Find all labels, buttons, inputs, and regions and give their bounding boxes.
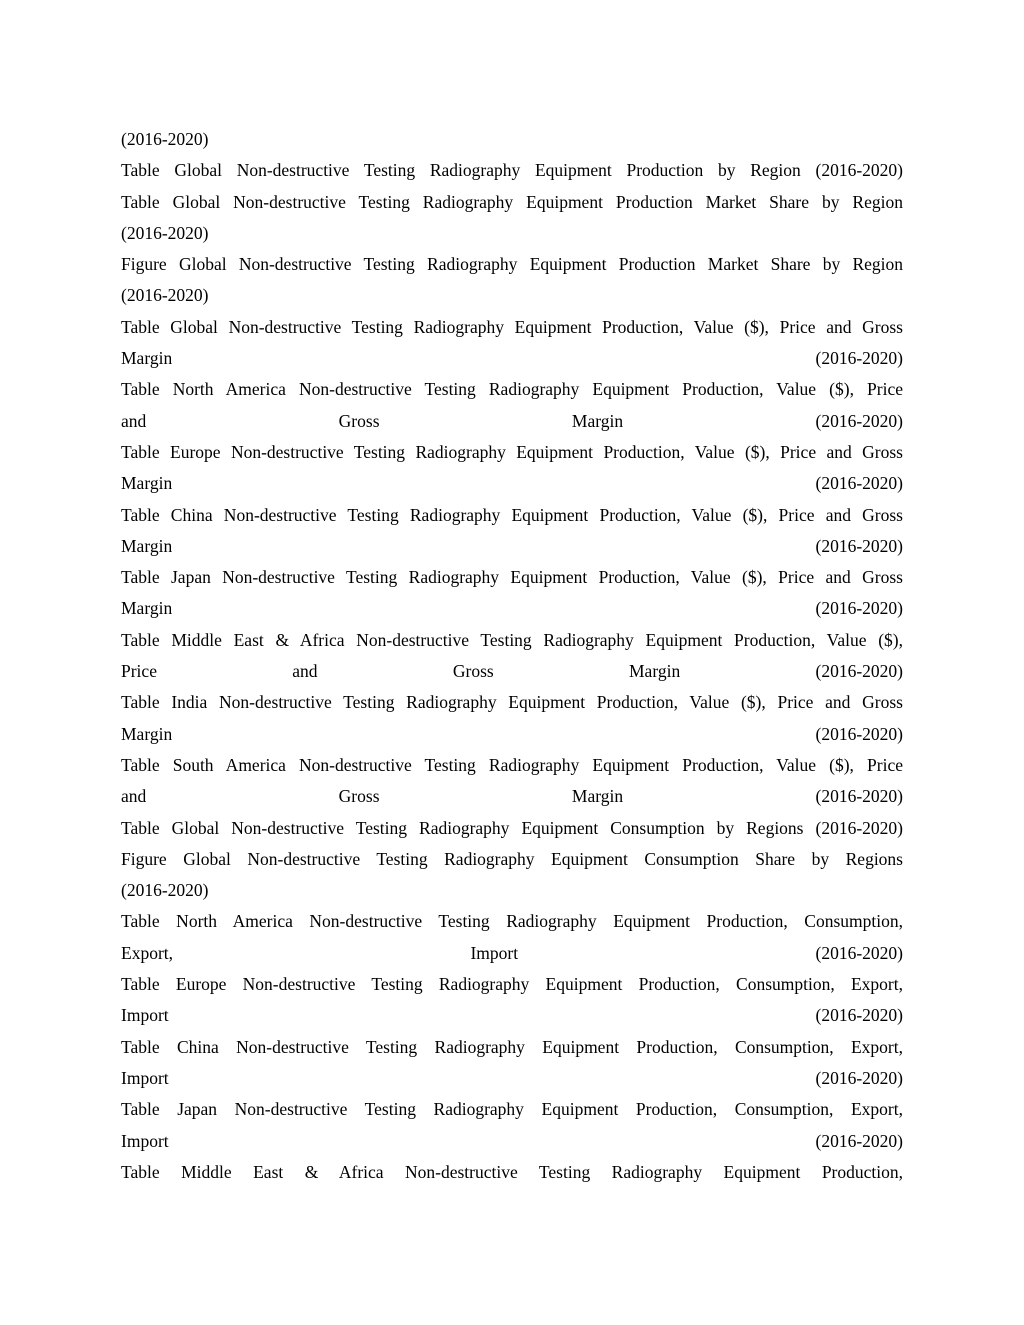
document-line: Table Europe Non-destructive Testing Radiography Equipment Production, Consumption, Export, — [121, 974, 903, 995]
document-line: (2016-2020) — [121, 285, 209, 306]
document-line: Table India Non-destructive Testing Radiography Equipment Production, Value ($), Price and Gross — [121, 692, 903, 713]
document-line: Import (2016-2020) — [121, 1130, 903, 1151]
document-line: Export, Import (2016-2020) — [121, 942, 903, 963]
document-line: Table Middle East & Africa Non-destructive Testing Radiography Equipment Production, — [121, 1161, 903, 1182]
document-line: Table Global Non-destructive Testing Radiography Equipment Production Market Share by Region — [121, 191, 903, 212]
document-line: Table China Non-destructive Testing Radiography Equipment Production, Consumption, Export, — [121, 1036, 903, 1057]
document-line: Margin (2016-2020) — [121, 723, 903, 744]
document-line: Price and Gross Margin (2016-2020) — [121, 661, 903, 682]
document-line: Table Japan Non-destructive Testing Radiography Equipment Production, Value ($), Price and Gross — [121, 567, 903, 588]
document-line: Table Europe Non-destructive Testing Radiography Equipment Production, Value ($), Price and Gross — [121, 441, 903, 462]
document-line: Margin (2016-2020) — [121, 348, 903, 369]
document-line: Table Japan Non-destructive Testing Radiography Equipment Production, Consumption, Export, — [121, 1099, 903, 1120]
document-line: Figure Global Non-destructive Testing Radiography Equipment Production Market Share by Region — [121, 254, 903, 275]
document-line: Figure Global Non-destructive Testing Radiography Equipment Consumption Share by Regions — [121, 848, 903, 869]
document-line: Margin (2016-2020) — [121, 473, 903, 494]
document-line: (2016-2020) — [121, 222, 209, 243]
table-of-figures-list — [121, 124, 903, 1188]
document-line: Table China Non-destructive Testing Radiography Equipment Production, Value ($), Price and Gross — [121, 504, 903, 525]
document-line: Table Global Non-destructive Testing Radiography Equipment Consumption by Regions (2016-2020) — [121, 817, 903, 838]
document-line: Margin (2016-2020) — [121, 535, 903, 556]
document-line: and Gross Margin (2016-2020) — [121, 410, 903, 431]
document-line: (2016-2020) — [121, 129, 209, 149]
document-line: Table North America Non-destructive Testing Radiography Equipment Production, Value ($), Price — [121, 379, 903, 400]
document-line: Table Middle East & Africa Non-destructive Testing Radiography Equipment Production, Value ($), — [121, 629, 903, 650]
document-line: Import (2016-2020) — [121, 1067, 903, 1088]
document-line: Table Global Non-destructive Testing Radiography Equipment Production by Region (2016-2020) — [121, 160, 903, 181]
document-line: (2016-2020) — [121, 880, 209, 901]
document-line: Table South America Non-destructive Testing Radiography Equipment Production, Value ($), Price — [121, 754, 903, 775]
document-line: Import (2016-2020) — [121, 1005, 903, 1026]
document-line: Table North America Non-destructive Testing Radiography Equipment Production, Consumption, — [121, 911, 903, 932]
document-line: and Gross Margin (2016-2020) — [121, 786, 903, 807]
document-line: Table Global Non-destructive Testing Radiography Equipment Production, Value ($), Price and Gross — [121, 316, 903, 337]
document-line: Margin (2016-2020) — [121, 598, 903, 619]
